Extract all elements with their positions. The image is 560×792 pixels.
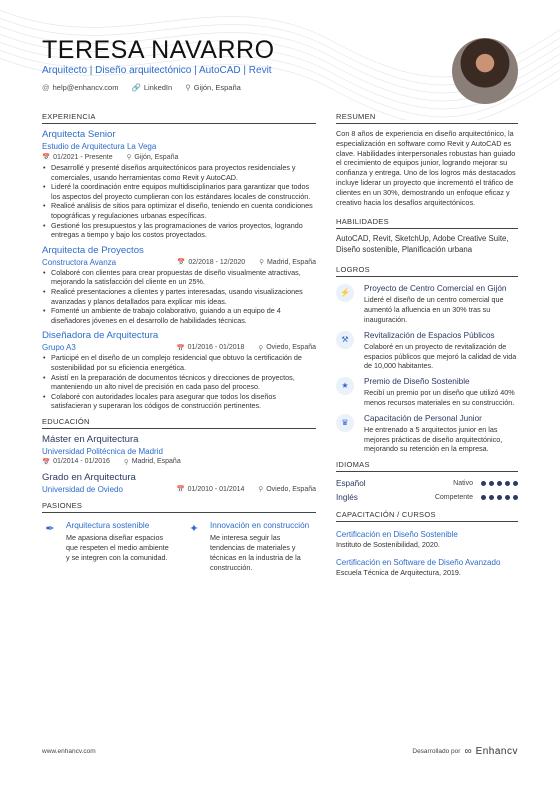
training-title: Certificación en Diseño Sostenible	[336, 530, 458, 540]
calendar-icon: 📅	[42, 154, 51, 161]
edu-degree: Máster en Arquitectura	[42, 433, 139, 445]
language-row	[336, 493, 518, 502]
job-bullet: • Participé en el diseño de un complejo residencial que obtuvo la certificación de sostenibilidad por su eficiencia energética.	[42, 353, 316, 372]
bolt-icon: ⚡	[336, 284, 354, 302]
level-dot	[481, 481, 486, 486]
passion-desc: Me apasiona diseñar espacios que respeten el medio ambiente y se integren con la comunidad.	[66, 532, 169, 562]
achievement-title: Capacitación de Personal Junior	[364, 413, 482, 423]
section-title-summary: RESUMEN	[336, 112, 518, 124]
edu-degree: Grado en Arquitectura	[42, 471, 136, 483]
job-meta: 📅 01/2021 - Presente ⚲ Gijón, España	[42, 153, 179, 161]
job-bullet: • Realicé análisis de sitios para optimizar el diseño, teniendo en cuenta condiciones topográficas y regulaciones urbanas específicas.	[42, 201, 316, 220]
training-item	[336, 529, 518, 550]
level-dot	[497, 481, 502, 486]
job-bullet: • Gestioné los presupuestos y las programaciones de varios proyectos, logrando entregas a tiempo y bajo los costos proyectados.	[42, 221, 316, 240]
left-column	[42, 112, 316, 573]
job-bullet: • Realicé presentaciones a clientes y partes interesadas, usando visualizaciones avanzadas y planos detallados para explicar mis ideas.	[42, 287, 316, 306]
job-meta: Constructora Avanza 📅 02/2018 - 12/2020 ⚲ Madrid, España	[42, 257, 316, 267]
achievement-item	[336, 414, 518, 454]
skills-text: AutoCAD, Revit, SketchUp, Adobe Creative Suite, Diseño sostenible, Planificación urbana	[336, 234, 509, 254]
achievement-title: Revitalización de Espacios Públicos	[364, 330, 495, 340]
passions-list	[42, 521, 316, 573]
candidate-name: TERESA NAVARRO	[42, 36, 275, 64]
passion-item	[42, 521, 172, 573]
link-icon: 🔗	[131, 83, 141, 92]
section-title-achievements: LOGROS	[336, 265, 518, 277]
passion-title: Arquitectura sostenible	[66, 520, 150, 530]
achievement-desc: Recibí un premio por un diseño que utilizó 40% menos recursos materiales en su construcción.	[364, 388, 515, 407]
training-desc: Instituto de Sostenibilidad, 2020.	[336, 540, 440, 550]
enhancv-logo-icon: ∞	[464, 746, 472, 757]
calendar-icon: 📅	[176, 486, 185, 494]
achievement-item	[336, 284, 518, 324]
language-level: Nativo	[453, 480, 473, 488]
education-entry	[42, 472, 316, 495]
job-title: Diseñadora de Arquitectura	[42, 330, 159, 342]
passion-item	[186, 521, 316, 573]
language-name: Inglés	[336, 493, 358, 503]
job-title: Arquitecta de Proyectos	[42, 244, 144, 256]
resume-header	[42, 36, 442, 92]
training-desc: Escuela Técnica de Arquitectura, 2019.	[336, 568, 461, 578]
level-dot	[497, 495, 502, 500]
training-item	[336, 557, 518, 578]
job-bullet: • Lideré la coordinación entre equipos multidisciplinarios para garantizar que todos los aspectos del proyecto cumplieran con los estándares locales de construcción.	[42, 182, 316, 201]
job-title: Arquitecta Senior	[42, 129, 116, 140]
calendar-icon: 📅	[177, 259, 186, 267]
edu-meta: Universidad de Oviedo 📅 01/2010 - 01/2014 ⚲ Oviedo, España	[42, 484, 316, 494]
level-dot	[505, 495, 510, 500]
location-icon: ⚲	[258, 344, 264, 352]
education-entry	[42, 434, 316, 466]
section-title-skills: HABILIDADES	[336, 217, 518, 229]
summary-text: Con 8 años de experiencia en diseño arquitectónico, la especialización en software como Revit y AutoCAD es clave. Habilidades interpersonales robustas han guiado el crecimiento de equipos junior, logrando mejorar su confianza y entrega. Uno de los logros más destacados incluye liderar un proyecto que incrementó el tráfico de clientes en un 30%, demostrando un enfoque eficaz y creativo hacia los desafíos arquitectónicos.	[336, 129, 516, 207]
trophy-icon: ♛	[336, 414, 354, 432]
passion-title: Innovación en construcción	[210, 520, 310, 530]
job-bullets	[42, 353, 316, 411]
footer-brand-name: Enhancv	[475, 746, 518, 757]
pen-icon: ✒	[45, 522, 55, 535]
job-bullet: • Desarrollé y presenté diseños arquitectónicos para proyectos residenciales y comerciales, usando herramientas como Revit y AutoCAD.	[42, 163, 316, 182]
contact-email[interactable]: @ help@enhancv.com	[42, 83, 119, 92]
experience-entry	[42, 245, 316, 326]
footer-brand	[412, 746, 518, 757]
job-bullet: • Colaboré con autoridades locales para asegurar que todos los diseños satisfacieran y superaran los códigos de construcción pertinentes.	[42, 392, 316, 411]
job-bullet: • Asistí en la preparación de documentos técnicos y direcciones de proyectos, manteniendo un alto nivel de precisión en cada paso del proceso.	[42, 373, 316, 392]
job-bullets	[42, 163, 316, 240]
language-dots	[481, 481, 518, 486]
level-dot	[513, 495, 518, 500]
achievement-desc: Lideré el diseño de un centro comercial que aumentó la afluencia en un 30% tras su inauguración.	[364, 295, 504, 324]
section-title-passions: PASIONES	[42, 501, 316, 513]
achievement-title: Premio de Diseño Sostenible	[364, 377, 470, 387]
language-name: Español	[336, 479, 366, 489]
job-company: Constructora Avanza	[42, 257, 117, 267]
level-dot	[489, 481, 494, 486]
candidate-tagline: Arquitecto | Diseño arquitectónico | AutoCAD | Revit	[42, 65, 272, 76]
job-company: Estudio de Arquitectura La Vega	[42, 142, 157, 151]
edu-school: Universidad de Oviedo	[42, 484, 123, 494]
edu-meta: 📅 01/2014 - 01/2016 ⚲ Madrid, España	[42, 458, 181, 466]
avatar	[452, 38, 518, 104]
contact-list	[42, 83, 442, 92]
experience-entry	[42, 129, 316, 240]
location-icon: ⚲	[259, 259, 264, 267]
job-bullet: • Fomenté un ambiente de trabajo colaborativo, guiando a un equipo de 4 diseñadores jóvenes en el desarrollo de habilidades técnicas.	[42, 306, 316, 325]
tools-icon: ⚒	[336, 331, 354, 349]
location-icon: ⚲	[258, 486, 264, 494]
section-title-education: EDUCACIÓN	[42, 417, 316, 429]
job-bullet: • Colaboré con clientes para crear propuestas de diseño visualmente atractivas, mejorando la satisfacción del cliente en un 25%.	[42, 268, 316, 287]
passion-desc: Me interesa seguir las tendencias de materiales y técnicas en la industria de la construcción.	[210, 532, 301, 572]
job-bullets	[42, 268, 316, 326]
page-footer	[42, 746, 518, 757]
location-icon: ⚲	[185, 83, 191, 92]
location-icon: ⚲	[126, 154, 132, 161]
achievement-title: Proyecto de Centro Comercial en Gijón	[364, 284, 507, 294]
section-title-experience: EXPERIENCIA	[42, 112, 316, 124]
section-title-languages: IDIOMAS	[336, 460, 518, 472]
award-icon: ★	[336, 377, 354, 395]
calendar-icon: 📅	[176, 344, 185, 352]
achievement-desc: He entrenado a 5 arquitectos junior en las mejores prácticas de diseño arquitectónico, mejorando su retención en la empresa.	[364, 424, 503, 454]
right-column	[336, 112, 518, 585]
calendar-icon: 📅	[42, 458, 51, 466]
footer-powered-label: Desarrollado por	[412, 748, 461, 755]
language-row	[336, 479, 518, 488]
level-dot	[481, 495, 486, 500]
level-dot	[513, 481, 518, 486]
at-icon: @	[42, 83, 50, 92]
training-title: Certificación en Software de Diseño Avanzado	[336, 558, 501, 568]
contact-linkedin[interactable]: 🔗 LinkedIn	[131, 83, 173, 92]
job-company: Grupo A3	[42, 343, 76, 353]
edu-school: Universidad Politécnica de Madrid	[42, 446, 163, 456]
contact-location: ⚲ Gijón, España	[185, 83, 241, 92]
location-icon: ⚲	[123, 458, 129, 466]
language-level: Competente	[434, 494, 473, 502]
language-dots	[481, 495, 518, 500]
level-dot	[489, 495, 494, 500]
sparkle-icon: ✦	[189, 522, 199, 535]
achievement-desc: Colaboré en un proyecto de revitalización de espacios públicos que mejoró la calidad de vida de 10,000 habitantes.	[364, 341, 517, 371]
job-meta: Grupo A3 📅 01/2016 - 01/2018 ⚲ Oviedo, España	[42, 343, 316, 353]
footer-url[interactable]: www.enhancv.com	[42, 748, 96, 755]
level-dot	[505, 481, 510, 486]
section-title-training: CAPACITACIÓN / CURSOS	[336, 510, 518, 522]
achievement-item	[336, 377, 518, 408]
achievement-item	[336, 331, 518, 371]
experience-entry	[42, 330, 316, 411]
